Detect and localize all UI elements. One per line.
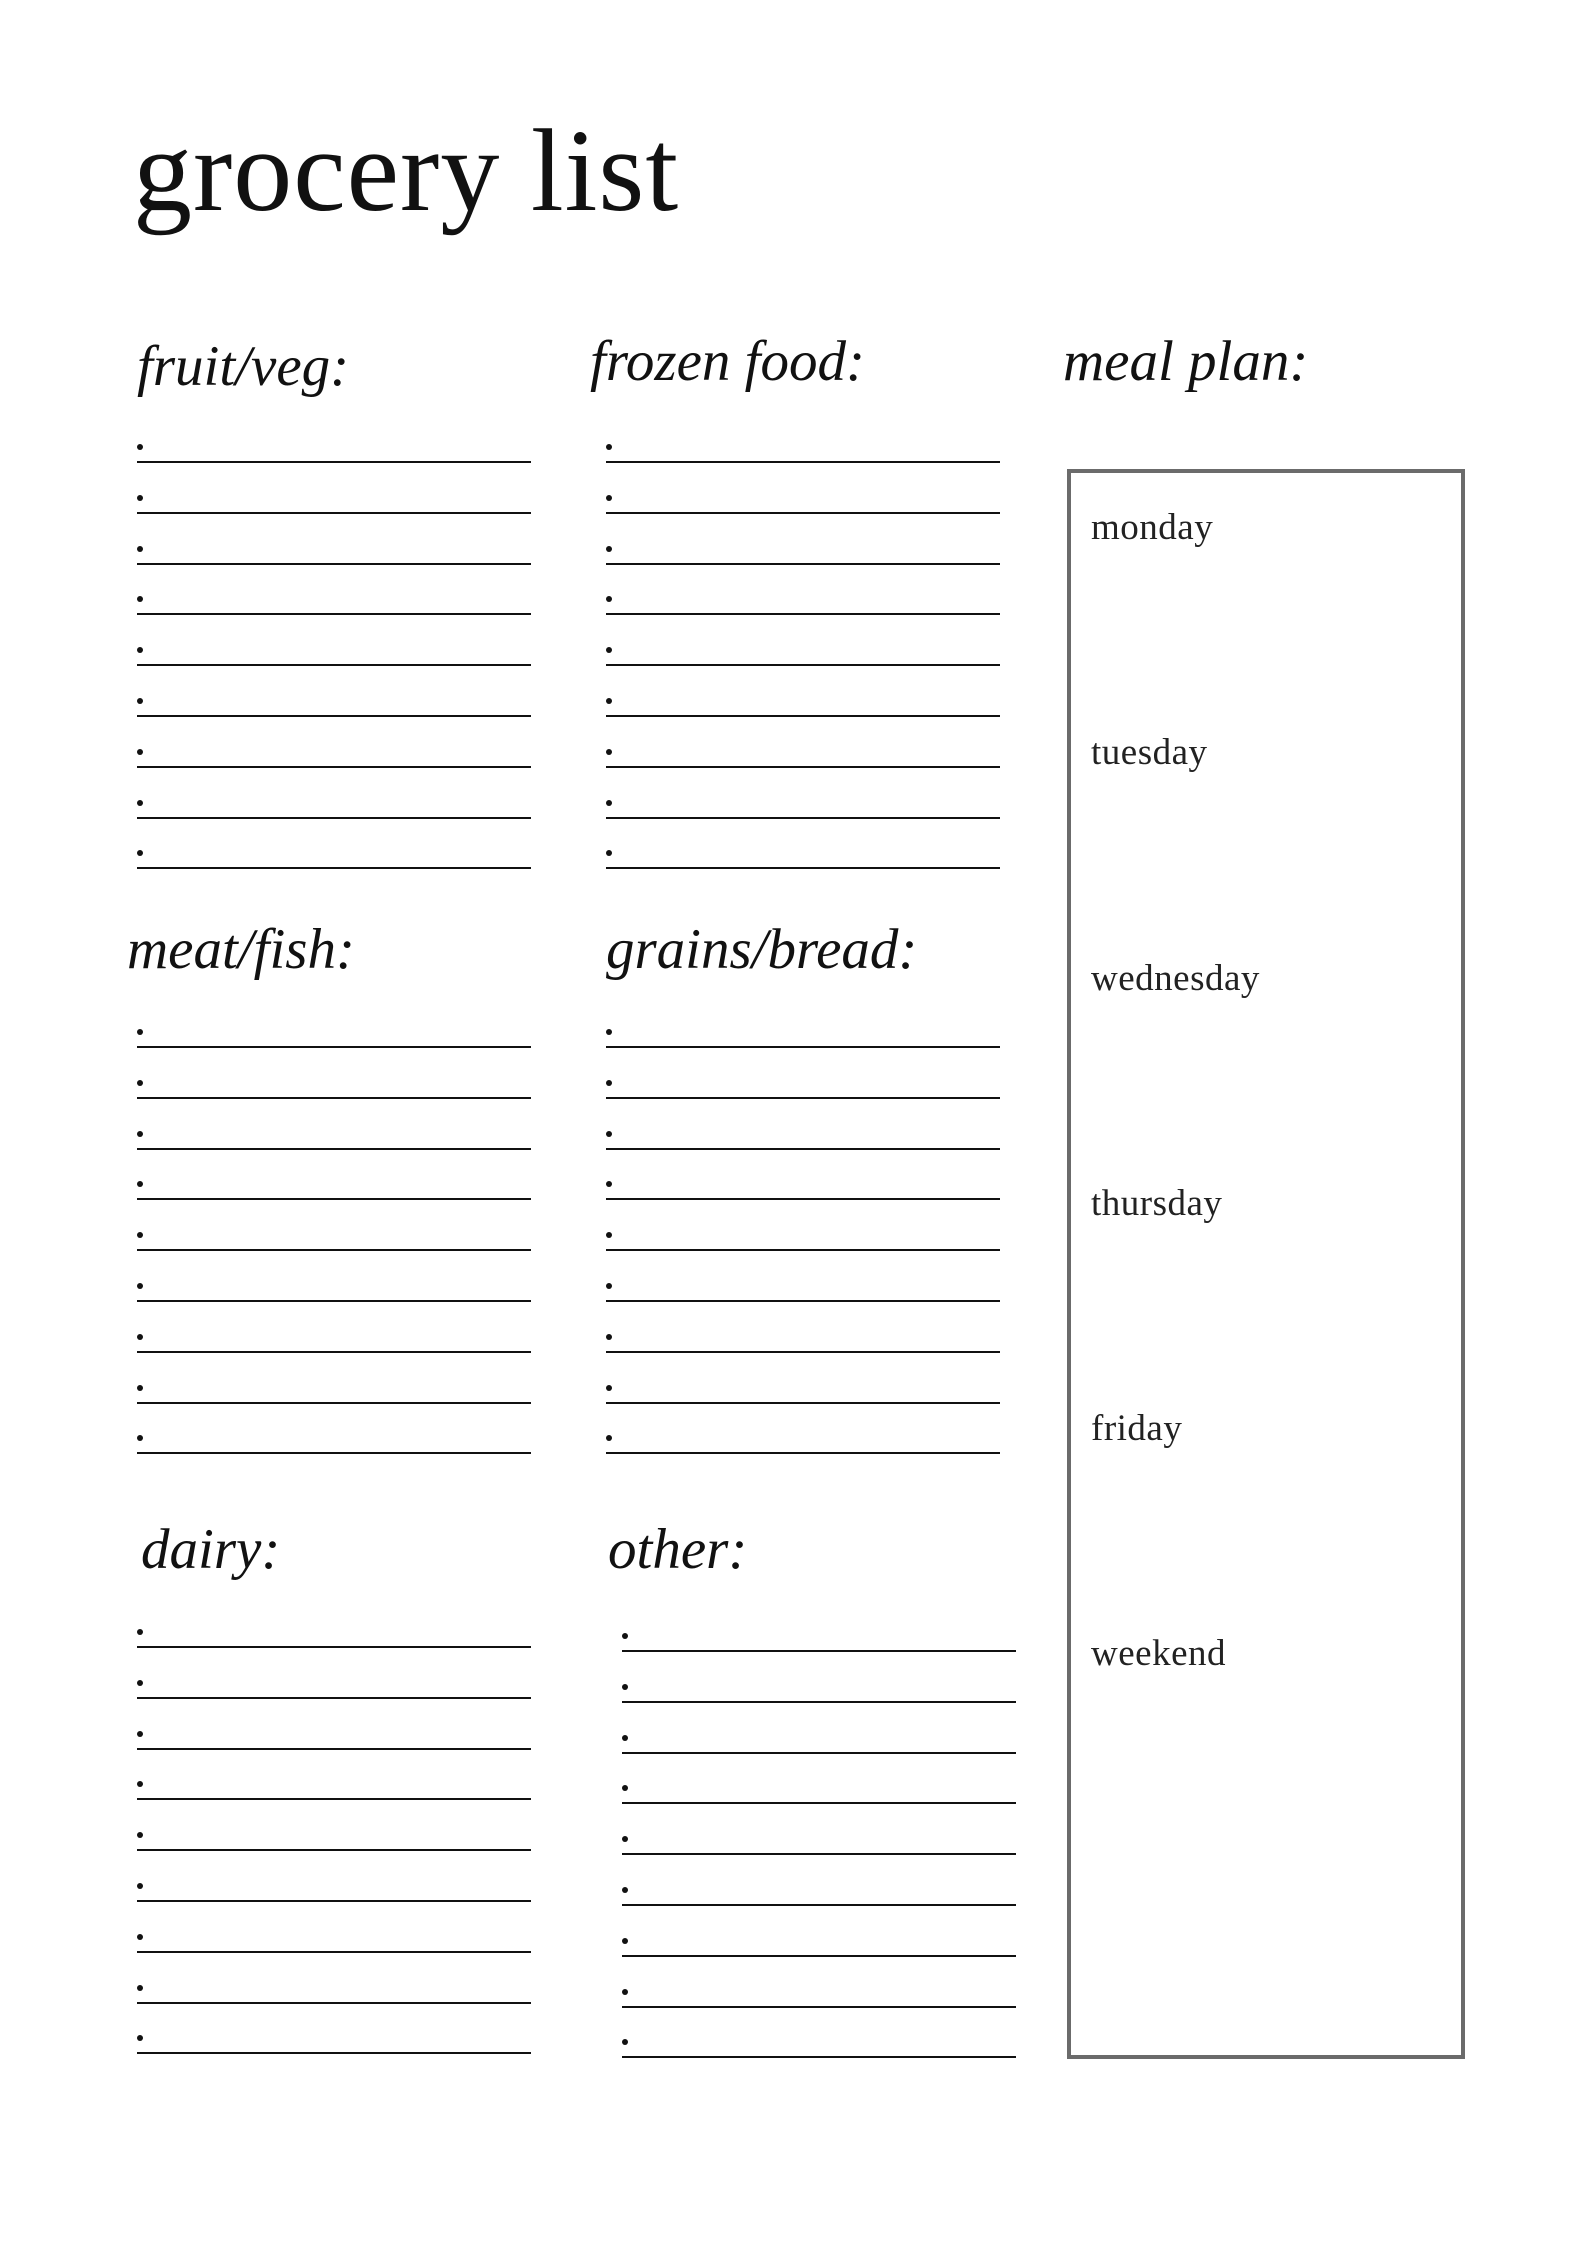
entry-line[interactable] <box>606 1427 1000 1478</box>
entry-list <box>137 1021 531 1478</box>
entry-line[interactable] <box>606 690 1000 741</box>
bullet-icon <box>137 749 143 755</box>
bullet-icon <box>137 698 143 704</box>
writing-line <box>606 817 1000 819</box>
writing-line <box>622 1955 1016 1957</box>
bullet-icon <box>622 1633 628 1639</box>
entry-line[interactable] <box>622 2031 1016 2082</box>
bullet-icon <box>606 1131 612 1137</box>
writing-line <box>622 1701 1016 1703</box>
bullet-icon <box>137 2035 143 2041</box>
bullet-icon <box>606 1334 612 1340</box>
writing-line <box>606 1046 1000 1048</box>
writing-line <box>137 1697 531 1699</box>
writing-line <box>137 1046 531 1048</box>
writing-line <box>606 563 1000 565</box>
entry-list <box>606 1021 1000 1478</box>
bullet-icon <box>137 1883 143 1889</box>
writing-line <box>137 1249 531 1251</box>
section-heading: grains/bread: <box>606 918 918 981</box>
writing-line <box>606 512 1000 514</box>
entry-line[interactable] <box>606 639 1000 690</box>
day-wednesday: wednesday <box>1091 958 1260 999</box>
entry-line[interactable] <box>137 1173 531 1224</box>
writing-line <box>622 1752 1016 1754</box>
writing-line <box>606 461 1000 463</box>
day-monday: monday <box>1091 507 1214 548</box>
writing-line <box>606 1198 1000 1200</box>
meal-plan-box <box>1067 469 1465 2059</box>
writing-line <box>606 1097 1000 1099</box>
bullet-icon <box>622 2039 628 2045</box>
writing-line <box>622 1853 1016 1855</box>
entry-line[interactable] <box>622 1981 1016 2032</box>
entry-line[interactable] <box>137 1326 531 1377</box>
bullet-icon <box>622 1735 628 1741</box>
entry-line[interactable] <box>137 1672 531 1723</box>
entry-line[interactable] <box>606 741 1000 792</box>
entry-line[interactable] <box>137 1875 531 1926</box>
day-tuesday: tuesday <box>1091 732 1208 773</box>
entry-line[interactable] <box>137 588 531 639</box>
writing-line <box>606 715 1000 717</box>
entry-line[interactable] <box>137 2027 531 2078</box>
entry-list <box>137 436 531 893</box>
writing-line <box>137 613 531 615</box>
bullet-icon <box>606 596 612 602</box>
entry-line[interactable] <box>622 1879 1016 1930</box>
bullet-icon <box>137 1781 143 1787</box>
bullet-icon <box>137 800 143 806</box>
writing-line <box>606 613 1000 615</box>
entry-line[interactable] <box>137 1824 531 1875</box>
bullet-icon <box>137 1385 143 1391</box>
entry-line[interactable] <box>137 1773 531 1824</box>
entry-line[interactable] <box>606 1275 1000 1326</box>
writing-line <box>137 1198 531 1200</box>
entry-line[interactable] <box>606 1326 1000 1377</box>
meal-plan-heading: meal plan: <box>1063 330 1309 393</box>
entry-line[interactable] <box>606 1377 1000 1428</box>
writing-line <box>137 664 531 666</box>
bullet-icon <box>622 1938 628 1944</box>
entry-line[interactable] <box>137 639 531 690</box>
bullet-icon <box>622 1836 628 1842</box>
entry-line[interactable] <box>622 1930 1016 1981</box>
bullet-icon <box>137 1832 143 1838</box>
writing-line <box>137 1300 531 1302</box>
writing-line <box>137 2052 531 2054</box>
bullet-icon <box>606 444 612 450</box>
bullet-icon <box>137 647 143 653</box>
entry-line[interactable] <box>137 1977 531 2028</box>
entry-line[interactable] <box>606 792 1000 843</box>
entry-line[interactable] <box>606 487 1000 538</box>
entry-line[interactable] <box>606 1173 1000 1224</box>
bullet-icon <box>137 1934 143 1940</box>
writing-line <box>137 766 531 768</box>
bullet-icon <box>137 1334 143 1340</box>
bullet-icon <box>622 1785 628 1791</box>
bullet-icon <box>137 596 143 602</box>
writing-line <box>137 817 531 819</box>
entry-line[interactable] <box>137 1723 531 1774</box>
writing-line <box>622 1650 1016 1652</box>
entry-line[interactable] <box>137 1072 531 1123</box>
writing-line <box>137 1402 531 1404</box>
entry-line[interactable] <box>606 538 1000 589</box>
section-heading: frozen food: <box>590 330 865 393</box>
bullet-icon <box>137 495 143 501</box>
bullet-icon <box>606 1232 612 1238</box>
writing-line <box>137 563 531 565</box>
entry-line[interactable] <box>606 1123 1000 1174</box>
bullet-icon <box>606 1385 612 1391</box>
entry-line[interactable] <box>137 538 531 589</box>
entry-line[interactable] <box>137 792 531 843</box>
entry-line[interactable] <box>606 588 1000 639</box>
entry-line[interactable] <box>137 1926 531 1977</box>
bullet-icon <box>137 1435 143 1441</box>
bullet-icon <box>137 1029 143 1035</box>
writing-line <box>137 1900 531 1902</box>
bullet-icon <box>606 495 612 501</box>
entry-line[interactable] <box>622 1777 1016 1828</box>
bullet-icon <box>606 1080 612 1086</box>
bullet-icon <box>137 1629 143 1635</box>
writing-line <box>137 1951 531 1953</box>
bullet-icon <box>606 850 612 856</box>
writing-line <box>137 1097 531 1099</box>
entry-line[interactable] <box>606 1021 1000 1072</box>
writing-line <box>606 1402 1000 1404</box>
writing-line <box>622 1802 1016 1804</box>
entry-list <box>606 436 1000 893</box>
writing-line <box>606 1249 1000 1251</box>
bullet-icon <box>606 1435 612 1441</box>
entry-line[interactable] <box>622 1676 1016 1727</box>
writing-line <box>137 512 531 514</box>
entry-list <box>137 1621 531 2078</box>
writing-line <box>606 766 1000 768</box>
entry-line[interactable] <box>137 436 531 487</box>
writing-line <box>606 664 1000 666</box>
entry-line[interactable] <box>622 1828 1016 1879</box>
entry-line[interactable] <box>137 1224 531 1275</box>
bullet-icon <box>606 1283 612 1289</box>
bullet-icon <box>137 1680 143 1686</box>
entry-line[interactable] <box>606 1224 1000 1275</box>
writing-line <box>137 1351 531 1353</box>
entry-list <box>622 1625 1016 2082</box>
writing-line <box>606 867 1000 869</box>
entry-line[interactable] <box>137 487 531 538</box>
writing-line <box>606 1452 1000 1454</box>
bullet-icon <box>606 1181 612 1187</box>
section-heading: dairy: <box>141 1518 281 1581</box>
bullet-icon <box>137 1731 143 1737</box>
bullet-icon <box>606 698 612 704</box>
section-heading: other: <box>608 1518 748 1581</box>
entry-line[interactable] <box>606 436 1000 487</box>
writing-line <box>622 2006 1016 2008</box>
writing-line <box>137 1646 531 1648</box>
bullet-icon <box>622 1684 628 1690</box>
entry-line[interactable] <box>137 1427 531 1478</box>
section-heading: meat/fish: <box>127 918 355 981</box>
writing-line <box>137 1148 531 1150</box>
section-heading: fruit/veg: <box>137 335 350 398</box>
entry-line[interactable] <box>137 1377 531 1428</box>
writing-line <box>137 1798 531 1800</box>
entry-line[interactable] <box>137 1021 531 1072</box>
bullet-icon <box>606 749 612 755</box>
bullet-icon <box>137 1985 143 1991</box>
writing-line <box>137 1452 531 1454</box>
day-thursday: thursday <box>1091 1183 1223 1224</box>
bullet-icon <box>606 647 612 653</box>
entry-line[interactable] <box>137 1275 531 1326</box>
page-title: grocery list <box>133 105 680 236</box>
writing-line <box>137 2002 531 2004</box>
entry-line[interactable] <box>137 741 531 792</box>
writing-line <box>137 715 531 717</box>
bullet-icon <box>606 546 612 552</box>
writing-line <box>137 1849 531 1851</box>
bullet-icon <box>606 1029 612 1035</box>
entry-line[interactable] <box>137 1123 531 1174</box>
bullet-icon <box>137 1283 143 1289</box>
bullet-icon <box>137 546 143 552</box>
bullet-icon <box>137 1232 143 1238</box>
writing-line <box>137 867 531 869</box>
day-friday: friday <box>1091 1408 1183 1449</box>
bullet-icon <box>137 1080 143 1086</box>
bullet-icon <box>137 444 143 450</box>
writing-line <box>606 1148 1000 1150</box>
bullet-icon <box>606 800 612 806</box>
writing-line <box>137 461 531 463</box>
entry-line[interactable] <box>137 1621 531 1672</box>
writing-line <box>622 1904 1016 1906</box>
bullet-icon <box>137 1131 143 1137</box>
bullet-icon <box>622 1887 628 1893</box>
entry-line[interactable] <box>622 1625 1016 1676</box>
bullet-icon <box>137 1181 143 1187</box>
writing-line <box>606 1300 1000 1302</box>
entry-line[interactable] <box>622 1727 1016 1778</box>
entry-line[interactable] <box>606 842 1000 893</box>
writing-line <box>606 1351 1000 1353</box>
day-weekend: weekend <box>1091 1633 1226 1674</box>
writing-line <box>137 1748 531 1750</box>
writing-line <box>622 2056 1016 2058</box>
entry-line[interactable] <box>137 690 531 741</box>
bullet-icon <box>137 850 143 856</box>
entry-line[interactable] <box>137 842 531 893</box>
bullet-icon <box>622 1989 628 1995</box>
entry-line[interactable] <box>606 1072 1000 1123</box>
